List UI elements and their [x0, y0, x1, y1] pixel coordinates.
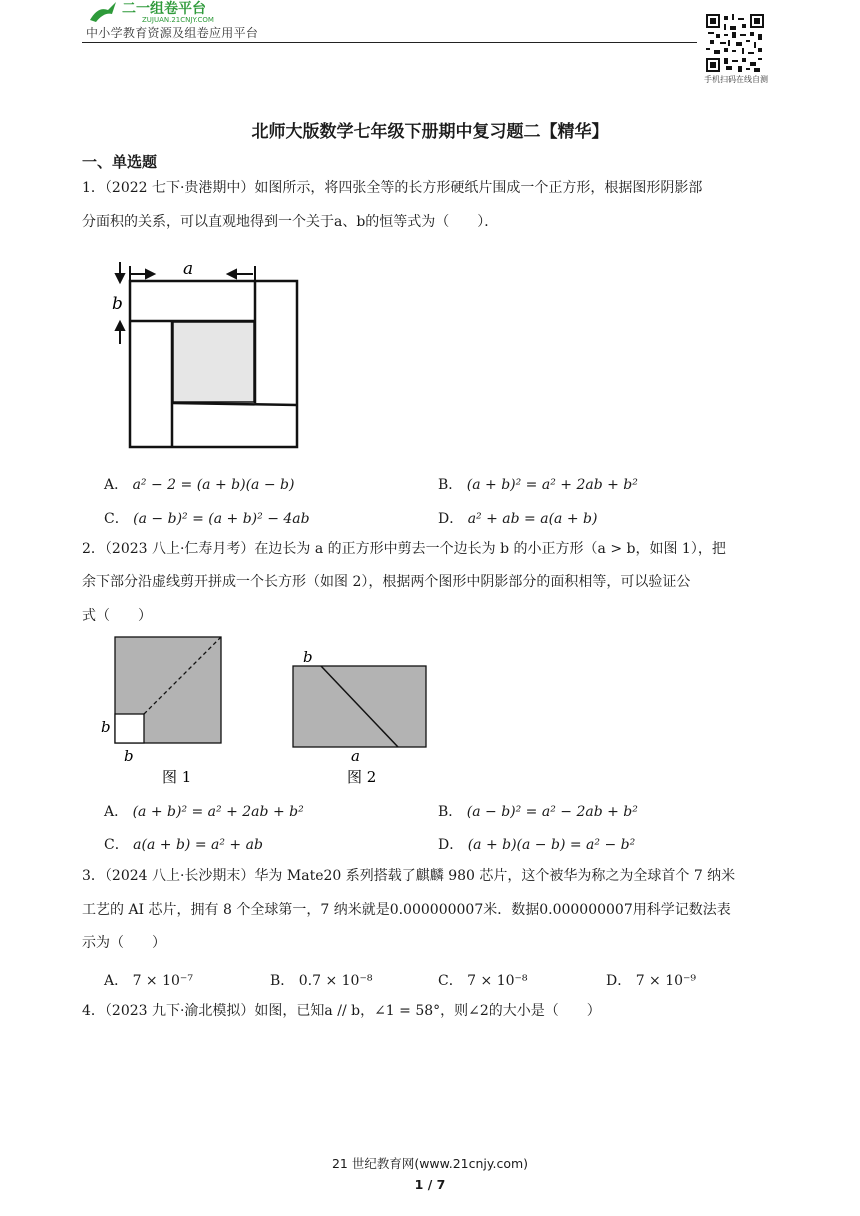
section-heading: 一、单选题: [82, 153, 158, 171]
q1-option-c[interactable]: C． (a − b)² = (a + b)² − 4ab: [104, 511, 310, 527]
q2-fig1-label-b-left: b: [101, 718, 111, 736]
q2-fig2-caption: 图 2: [347, 768, 377, 786]
q2-fig1-label-b-bottom: b: [124, 747, 134, 765]
q2-text-line2: 余下部分沿虚线剪开拼成一个长方形（如图 2），根据两个图形中阴影部分的面积相等，可以验证公: [82, 574, 691, 590]
q2-fig1-caption: 图 1: [162, 768, 192, 786]
q3-option-b[interactable]: B． 0.7 × 10⁻⁸: [270, 973, 373, 989]
q3-option-a[interactable]: A． 7 × 10⁻⁷: [104, 973, 193, 989]
q1-option-d[interactable]: D． a² + ab = a(a + b): [438, 511, 598, 527]
q1-text-line2: 分面积的关系，可以直观地得到一个关于a、b的恒等式为（ ）．: [82, 214, 499, 230]
logo-text: 二一组卷平台: [122, 1, 206, 17]
q2-fig2-label-b: b: [303, 648, 313, 666]
q1-option-b[interactable]: B． (a + b)² = a² + 2ab + b²: [438, 477, 638, 493]
q2-option-a[interactable]: A． (a + b)² = a² + 2ab + b²: [104, 804, 304, 820]
header-divider: [82, 42, 697, 43]
q2-option-c[interactable]: C． a(a + b) = a² + ab: [104, 837, 263, 853]
q2-fig2-label-a: a: [351, 747, 360, 765]
qr-code-icon[interactable]: [706, 14, 764, 72]
q1-label-b: b: [112, 294, 123, 314]
q3-option-d[interactable]: D． 7 × 10⁻⁹: [606, 973, 697, 989]
logo-url-text: ZUJUAN.21CNJY.COM: [142, 16, 214, 24]
q1-label-a: a: [183, 259, 194, 279]
q2-option-b[interactable]: B． (a − b)² = a² − 2ab + b²: [438, 804, 638, 820]
q3-option-c[interactable]: C． 7 × 10⁻⁸: [438, 973, 528, 989]
q3-text-line1: 3．（2024 八上·长沙期末）华为 Mate20 系列搭载了麒麟 980 芯片，这个被华为称之为全球首个 7 纳米: [82, 868, 736, 884]
q1-shaded-square: [173, 322, 254, 402]
qr-caption: 手机扫码在线自测: [704, 75, 768, 84]
platform-logo: [86, 0, 276, 24]
q4-text-line1: 4．（2023 九下·渝北模拟）如图，已知a // b，∠1 = 58°，则∠2的大小是（ ）: [82, 1003, 601, 1019]
q1-option-a[interactable]: A． a² − 2 = (a + b)(a − b): [104, 477, 295, 493]
q3-text-line3: 示为（ ）: [82, 935, 166, 951]
q3-text-line2: 工艺的 AI 芯片，拥有 8 个全球第一，7 纳米就是0.000000007米．数据0.000000007用科学记数法表: [82, 902, 731, 918]
q1-text-line1: 1．（2022 七下·贵港期中）如图所示，将四张全等的长方形硬纸片围成一个正方形，根据图形阴影部: [82, 180, 703, 196]
footer-site[interactable]: 21 世纪教育网(www.21cnjy.com): [331, 1156, 529, 1171]
q1-figure: [100, 252, 310, 454]
q2-text-line3: 式（ ）: [82, 608, 152, 624]
q2-fig1-cut-square: [115, 714, 144, 743]
page-number: 1 / 7: [414, 1177, 446, 1192]
page-title: 北师大版数学七年级下册期中复习题二【精华】: [251, 122, 609, 142]
q2-figures: [96, 632, 436, 790]
q2-option-d[interactable]: D． (a + b)(a − b) = a² − b²: [438, 837, 636, 853]
header-subtitle: 中小学教育资源及组卷应用平台: [86, 26, 259, 40]
q2-text-line1: 2．（2023 八上·仁寿月考）在边长为 a 的正方形中剪去一个边长为 b 的小正方形（a > b，如图 1），把: [82, 541, 726, 557]
